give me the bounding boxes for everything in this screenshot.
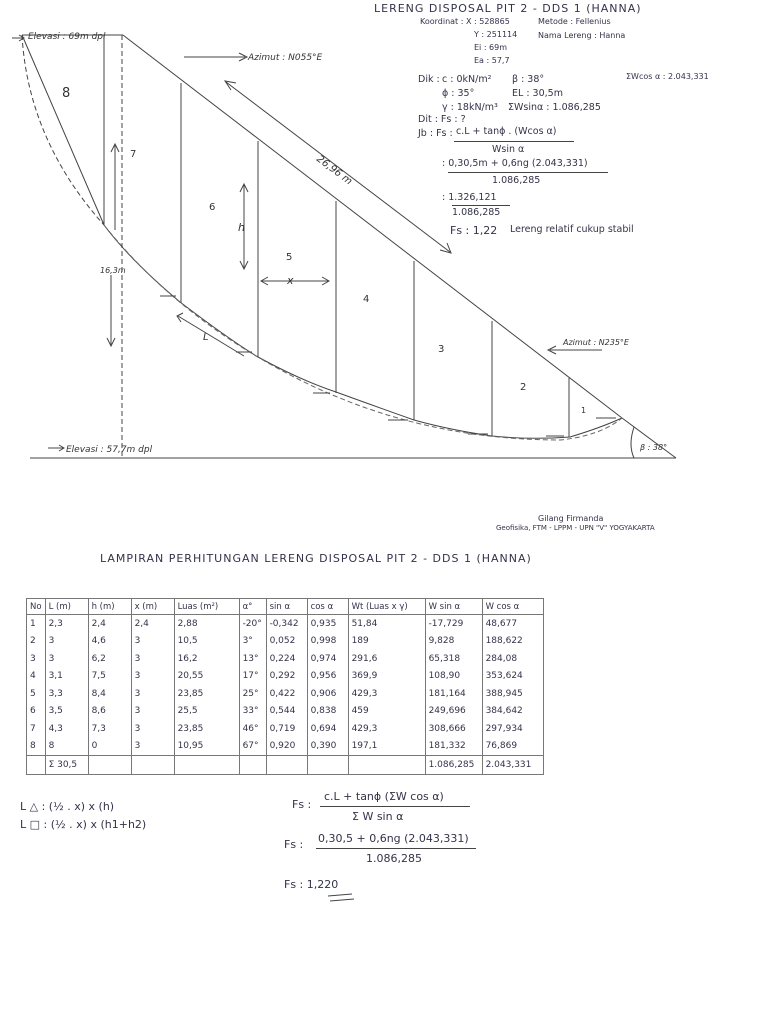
table-cell: 2,3: [45, 615, 88, 633]
dit-label: Dit : Fs : ?: [418, 114, 466, 125]
table-cell: 3: [131, 650, 174, 668]
table-row: [27, 650, 544, 668]
table-cell: 0,906: [307, 685, 348, 703]
step1-num: : 0,30,5m + 0,6ng (2.043,331): [442, 158, 588, 169]
total-wcos: 2.043,331: [482, 756, 543, 775]
col-header: W cos α: [482, 599, 543, 615]
col-header: Luas (m²): [174, 599, 239, 615]
table-cell: 388,945: [482, 685, 543, 703]
table-row: [27, 615, 544, 633]
table-cell: 76,869: [482, 738, 543, 756]
table-cell: 6,2: [88, 650, 131, 668]
table-cell: 181,332: [425, 738, 482, 756]
fs-result: Fs : 1,22: [450, 224, 498, 237]
table-cell: 384,642: [482, 703, 543, 721]
table-cell: 48,677: [482, 615, 543, 633]
table-cell: 459: [348, 703, 425, 721]
table-cell: 0,422: [266, 685, 307, 703]
table-cell: 249,696: [425, 703, 482, 721]
slip-surface: [104, 225, 622, 438]
jb-label: Jb : Fs :: [418, 128, 453, 139]
calculation-table: [26, 598, 544, 775]
dik-gamma: γ : 18kN/m³: [442, 102, 498, 113]
length-label: 26,96 m: [314, 153, 355, 188]
table-cell: 25,5: [174, 703, 239, 721]
table-cell: 0,052: [266, 633, 307, 651]
koordinat-y: Y : 251114: [474, 30, 518, 39]
total-l: Σ 30,5: [45, 756, 88, 775]
beta-label: β : 38°: [640, 443, 668, 452]
table-cell: 0,920: [266, 738, 307, 756]
table-header-row: [27, 599, 544, 615]
table-cell: 291,6: [348, 650, 425, 668]
table-cell: 3,1: [45, 668, 88, 686]
sum-wcos: ΣWcos α : 2.043,331: [626, 72, 709, 81]
step1-den: 1.086,285: [492, 175, 541, 186]
formula-num: c.L + tanϕ . (Wcos α): [456, 126, 557, 137]
slope-diagram: [0, 0, 768, 470]
table-cell: -0,342: [266, 615, 307, 633]
dik-sum-wsin: ΣWsinα : 1.086,285: [508, 102, 601, 113]
table-cell: 284,08: [482, 650, 543, 668]
dik-el: EL : 30,5m: [512, 88, 563, 99]
table-cell: -17,729: [425, 615, 482, 633]
h-label: h: [238, 221, 245, 234]
table-cell: 3: [131, 720, 174, 738]
l-trap-formula: L □ : (½ . x) x (h1+h2): [20, 818, 147, 831]
table-cell: 3,3: [45, 685, 88, 703]
slice-number: 7: [130, 149, 137, 160]
table-cell: 23,85: [174, 685, 239, 703]
slice-number: 6: [209, 202, 216, 213]
table-row: [27, 703, 544, 721]
table-row: [27, 633, 544, 651]
slice-number: 2: [520, 382, 527, 393]
table-cell: 10,95: [174, 738, 239, 756]
table-cell: 46°: [239, 720, 266, 738]
table-cell: 3,5: [45, 703, 88, 721]
table-cell: 9,828: [425, 633, 482, 651]
slice-number: 4: [363, 294, 370, 305]
slice-number: 3: [438, 344, 445, 355]
elevasi-top-label: Elevasi : 69m dpl: [28, 32, 106, 42]
table-cell: 8,4: [88, 685, 131, 703]
table-title: LAMPIRAN PERHITUNGAN LERENG DISPOSAL PIT 2 - DDS 1 (HANNA): [100, 552, 532, 565]
table-cell: 33°: [239, 703, 266, 721]
ea-value: Ea : 57,7: [474, 56, 510, 65]
col-header: x (m): [131, 599, 174, 615]
dik-c: c : 0kN/m²: [442, 74, 492, 85]
table-row: [27, 685, 544, 703]
table-cell: 65,318: [425, 650, 482, 668]
height-label: 16,3m: [100, 266, 126, 275]
col-header: sin α: [266, 599, 307, 615]
table-cell: 3: [27, 650, 46, 668]
table-cell: 2,4: [131, 615, 174, 633]
table-cell: 0,998: [307, 633, 348, 651]
fs2-den: 1.086,285: [366, 852, 422, 865]
col-header: Wt (Luas x γ): [348, 599, 425, 615]
table-cell: 3: [131, 703, 174, 721]
table-cell: 67°: [239, 738, 266, 756]
step2-den: 1.086,285: [452, 207, 501, 218]
conclusion: Lereng relatif cukup stabil: [510, 224, 634, 235]
fs2-num: 0,30,5 + 0,6ng (2.043,331): [318, 832, 469, 845]
signature-name: Gilang Firmanda: [538, 514, 604, 523]
fs1-num: c.L + tanϕ (ΣW cos α): [324, 790, 444, 803]
ei-value: Ei : 69m: [474, 43, 508, 52]
azimut-top-label: Azimut : N055°E: [248, 53, 323, 63]
table-cell: 10,5: [174, 633, 239, 651]
table-cell: 8: [45, 738, 88, 756]
table-cell: 8,6: [88, 703, 131, 721]
l-triangle-formula: L △ : (½ . x) x (h): [20, 800, 115, 813]
table-cell: 3: [131, 633, 174, 651]
table-cell: 20,55: [174, 668, 239, 686]
table-cell: 4,6: [88, 633, 131, 651]
x-label: x: [287, 274, 294, 287]
metode-value: Metode : Fellenius: [538, 17, 611, 26]
table-cell: 6: [27, 703, 46, 721]
table-cell: 51,84: [348, 615, 425, 633]
table-cell: 0,974: [307, 650, 348, 668]
table-cell: 25°: [239, 685, 266, 703]
table-cell: 16,2: [174, 650, 239, 668]
dik-phi: ϕ : 35°: [442, 88, 475, 99]
col-header: No: [27, 599, 46, 615]
col-header: L (m): [45, 599, 88, 615]
table-cell: 7: [27, 720, 46, 738]
table-cell: 0: [88, 738, 131, 756]
fs1-lhs: Fs :: [292, 798, 312, 811]
table-cell: 0,224: [266, 650, 307, 668]
header-title: LERENG DISPOSAL PIT 2 - DDS 1 (HANNA): [374, 2, 642, 15]
slice-number: 1: [581, 406, 587, 415]
table-cell: 0,390: [307, 738, 348, 756]
table-cell: 2: [27, 633, 46, 651]
table-cell: 353,624: [482, 668, 543, 686]
col-header: cos α: [307, 599, 348, 615]
table-cell: 3: [131, 668, 174, 686]
table-cell: 4,3: [45, 720, 88, 738]
col-header: h (m): [88, 599, 131, 615]
table-cell: 23,85: [174, 720, 239, 738]
table-cell: 1: [27, 615, 46, 633]
slice-number: 8: [62, 86, 71, 101]
l-label: L: [203, 332, 209, 343]
elevasi-bottom-label: Elevasi : 57,7m dpl: [66, 445, 153, 455]
table-cell: 3: [131, 738, 174, 756]
fs1-den: Σ W sin α: [352, 810, 404, 823]
table-cell: 5: [27, 685, 46, 703]
fs2-lhs: Fs :: [284, 838, 304, 851]
table-cell: 3: [45, 650, 88, 668]
table-cell: 7,5: [88, 668, 131, 686]
table-cell: 3°: [239, 633, 266, 651]
table-cell: 0,935: [307, 615, 348, 633]
table-row: [27, 720, 544, 738]
step2-num: : 1.326,121: [442, 192, 497, 203]
table-cell: 369,9: [348, 668, 425, 686]
table-cell: 197,1: [348, 738, 425, 756]
table-cell: 13°: [239, 650, 266, 668]
table-cell: 0,292: [266, 668, 307, 686]
col-header: W sin α: [425, 599, 482, 615]
table-cell: 189: [348, 633, 425, 651]
table-cell: 2,88: [174, 615, 239, 633]
table-cell: 4: [27, 668, 46, 686]
table-cell: 17°: [239, 668, 266, 686]
dik-label: Dik :: [418, 74, 440, 85]
table-cell: 0,838: [307, 703, 348, 721]
table-cell: 0,694: [307, 720, 348, 738]
table-cell: 7,3: [88, 720, 131, 738]
table-total-row: [27, 756, 544, 775]
table-cell: 181,164: [425, 685, 482, 703]
table-cell: 8: [27, 738, 46, 756]
table-cell: 0,544: [266, 703, 307, 721]
signature-affil: Geofisika, FTM - LPPM - UPN "V" YOGYAKARTA: [496, 524, 655, 532]
table-cell: 297,934: [482, 720, 543, 738]
slice-number: 5: [286, 252, 293, 263]
table-row: [27, 668, 544, 686]
table-cell: 0,719: [266, 720, 307, 738]
table-cell: -20°: [239, 615, 266, 633]
table-cell: 3: [131, 685, 174, 703]
table-cell: 2,4: [88, 615, 131, 633]
total-wsin: 1.086,285: [425, 756, 482, 775]
table-cell: 108,90: [425, 668, 482, 686]
table-cell: 3: [45, 633, 88, 651]
koordinat-x: Koordinat : X : 528865: [420, 17, 510, 26]
fs3-result: Fs : 1,220: [284, 878, 339, 891]
underline-scribble: [326, 892, 356, 904]
table-cell: 308,666: [425, 720, 482, 738]
nama-lereng: Nama Lereng : Hanna: [538, 31, 626, 40]
table-row: [27, 738, 544, 756]
table-cell: 429,3: [348, 720, 425, 738]
table-cell: 0,956: [307, 668, 348, 686]
formula-den: Wsin α: [492, 144, 525, 155]
col-header: α°: [239, 599, 266, 615]
table-cell: 429,3: [348, 685, 425, 703]
dik-beta: β : 38°: [512, 74, 545, 85]
azimut-right-label: Azimut : N235°E: [563, 338, 629, 347]
table-cell: 188,622: [482, 633, 543, 651]
